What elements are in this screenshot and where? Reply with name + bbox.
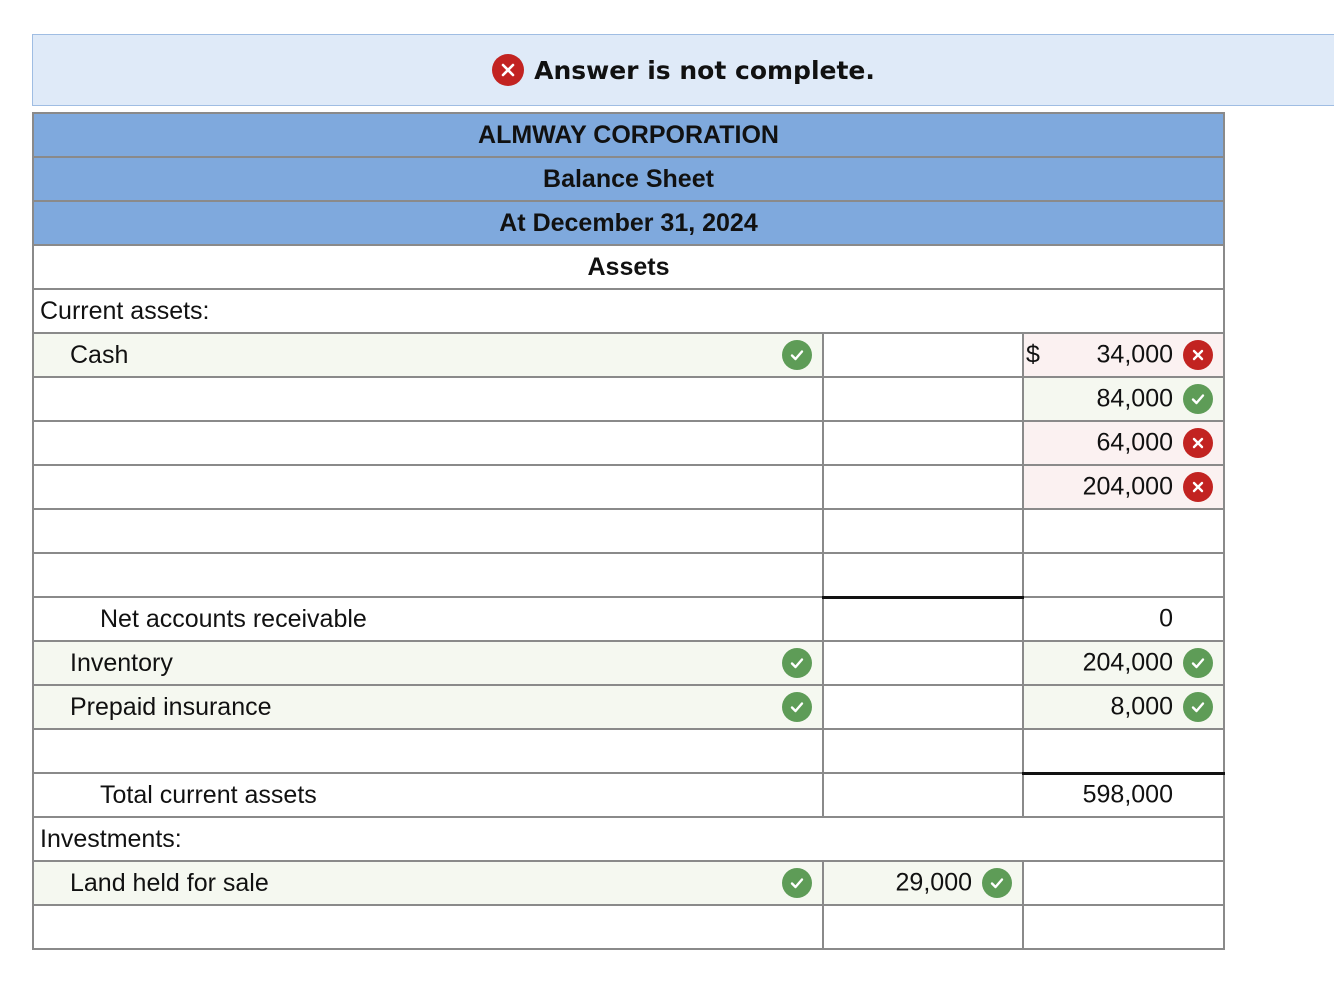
amount-input-col2[interactable]	[1023, 597, 1224, 641]
amount-input-col1[interactable]	[823, 421, 1023, 465]
check-circle-icon	[1183, 384, 1213, 414]
amount-value: 598,000	[1082, 780, 1173, 809]
account-select-empty[interactable]	[33, 421, 823, 465]
table-row	[33, 553, 1224, 597]
amount-input-col1[interactable]	[823, 377, 1023, 421]
table-row	[33, 861, 1224, 905]
amount-input-col1[interactable]	[823, 729, 1023, 773]
amount-input-col1[interactable]	[823, 597, 1023, 641]
check-circle-icon	[982, 868, 1012, 898]
amount-input-col2[interactable]	[1023, 905, 1224, 949]
x-circle-icon	[492, 54, 524, 86]
x-circle-icon	[1183, 472, 1213, 502]
investments-heading: Investments:	[33, 817, 1224, 861]
check-circle-icon	[782, 868, 812, 898]
account-select-empty[interactable]	[33, 729, 823, 773]
table-row	[33, 685, 1224, 729]
amount-value: 34,000	[1096, 340, 1173, 369]
current-assets-heading: Current assets:	[33, 289, 1224, 333]
amount-value: 204,000	[1082, 472, 1173, 501]
amount-input-col1[interactable]	[823, 861, 1023, 905]
amount-input-col2[interactable]	[1023, 685, 1224, 729]
amount-input-col2[interactable]	[1023, 421, 1224, 465]
x-circle-icon	[1183, 340, 1213, 370]
table-row	[33, 509, 1224, 553]
amount-value: 8,000	[1110, 692, 1173, 721]
balance-sheet	[32, 112, 1223, 950]
amount-input-col2[interactable]	[1023, 641, 1224, 685]
check-circle-icon	[782, 692, 812, 722]
table-row	[33, 289, 1224, 333]
amount-input-col2[interactable]	[1023, 509, 1224, 553]
answer-status-message: Answer is not complete.	[534, 55, 875, 85]
section-row-assets	[33, 245, 1224, 289]
account-select-inventory[interactable]	[33, 641, 823, 685]
account-select-prepaid[interactable]	[33, 685, 823, 729]
amount-input-col2[interactable]	[1023, 553, 1224, 597]
balance-sheet-table	[32, 112, 1225, 950]
statement-title: Balance Sheet	[33, 157, 1224, 201]
amount-input-col2[interactable]	[1023, 861, 1224, 905]
answer-status-banner	[32, 34, 1334, 106]
account-select-empty[interactable]	[33, 465, 823, 509]
amount-input-col2[interactable]	[1023, 377, 1224, 421]
header-row-date	[33, 201, 1224, 245]
table-row	[33, 641, 1224, 685]
amount-input-col2[interactable]	[1023, 333, 1224, 377]
amount-input-col2[interactable]	[1023, 773, 1224, 817]
x-circle-icon	[1183, 428, 1213, 458]
amount-input-col1[interactable]	[823, 685, 1023, 729]
amount-input-col1[interactable]	[823, 333, 1023, 377]
amount-input-col2[interactable]	[1023, 465, 1224, 509]
account-select-land[interactable]	[33, 861, 823, 905]
table-row	[33, 421, 1224, 465]
company-name: ALMWAY CORPORATION	[33, 113, 1224, 157]
account-label: Inventory	[70, 648, 173, 677]
account-label: Land held for sale	[70, 868, 269, 897]
account-label: Cash	[70, 340, 129, 369]
amount-value: 29,000	[895, 868, 972, 897]
amount-input-col2[interactable]	[1023, 729, 1224, 773]
check-circle-icon	[1183, 648, 1213, 678]
section-title: Assets	[33, 245, 1224, 289]
check-circle-icon	[782, 340, 812, 370]
amount-input-col1[interactable]	[823, 905, 1023, 949]
table-row	[33, 333, 1224, 377]
amount-value: 204,000	[1082, 648, 1173, 677]
account-select-empty[interactable]	[33, 553, 823, 597]
table-row	[33, 729, 1224, 773]
header-row-company	[33, 113, 1224, 157]
currency-symbol: $	[1026, 340, 1040, 369]
table-row	[33, 377, 1224, 421]
header-row-statement	[33, 157, 1224, 201]
table-row	[33, 817, 1224, 861]
account-select-cash[interactable]	[33, 333, 823, 377]
amount-input-col1[interactable]	[823, 773, 1023, 817]
check-circle-icon	[782, 648, 812, 678]
table-row	[33, 905, 1224, 949]
table-row	[33, 597, 1224, 641]
amount-input-col1[interactable]	[823, 465, 1023, 509]
table-row	[33, 465, 1224, 509]
net-ar-label: Net accounts receivable	[33, 597, 823, 641]
account-select-empty[interactable]	[33, 377, 823, 421]
amount-input-col1[interactable]	[823, 509, 1023, 553]
account-label: Prepaid insurance	[70, 692, 272, 721]
account-select-empty[interactable]	[33, 905, 823, 949]
table-row	[33, 773, 1224, 817]
amount-value: 0	[1159, 604, 1173, 633]
statement-date: At December 31, 2024	[33, 201, 1224, 245]
account-select-empty[interactable]	[33, 509, 823, 553]
amount-value: 64,000	[1096, 428, 1173, 457]
amount-value: 84,000	[1096, 384, 1173, 413]
total-current-assets-label: Total current assets	[33, 773, 823, 817]
check-circle-icon	[1183, 692, 1213, 722]
amount-input-col1[interactable]	[823, 641, 1023, 685]
amount-input-col1[interactable]	[823, 553, 1023, 597]
